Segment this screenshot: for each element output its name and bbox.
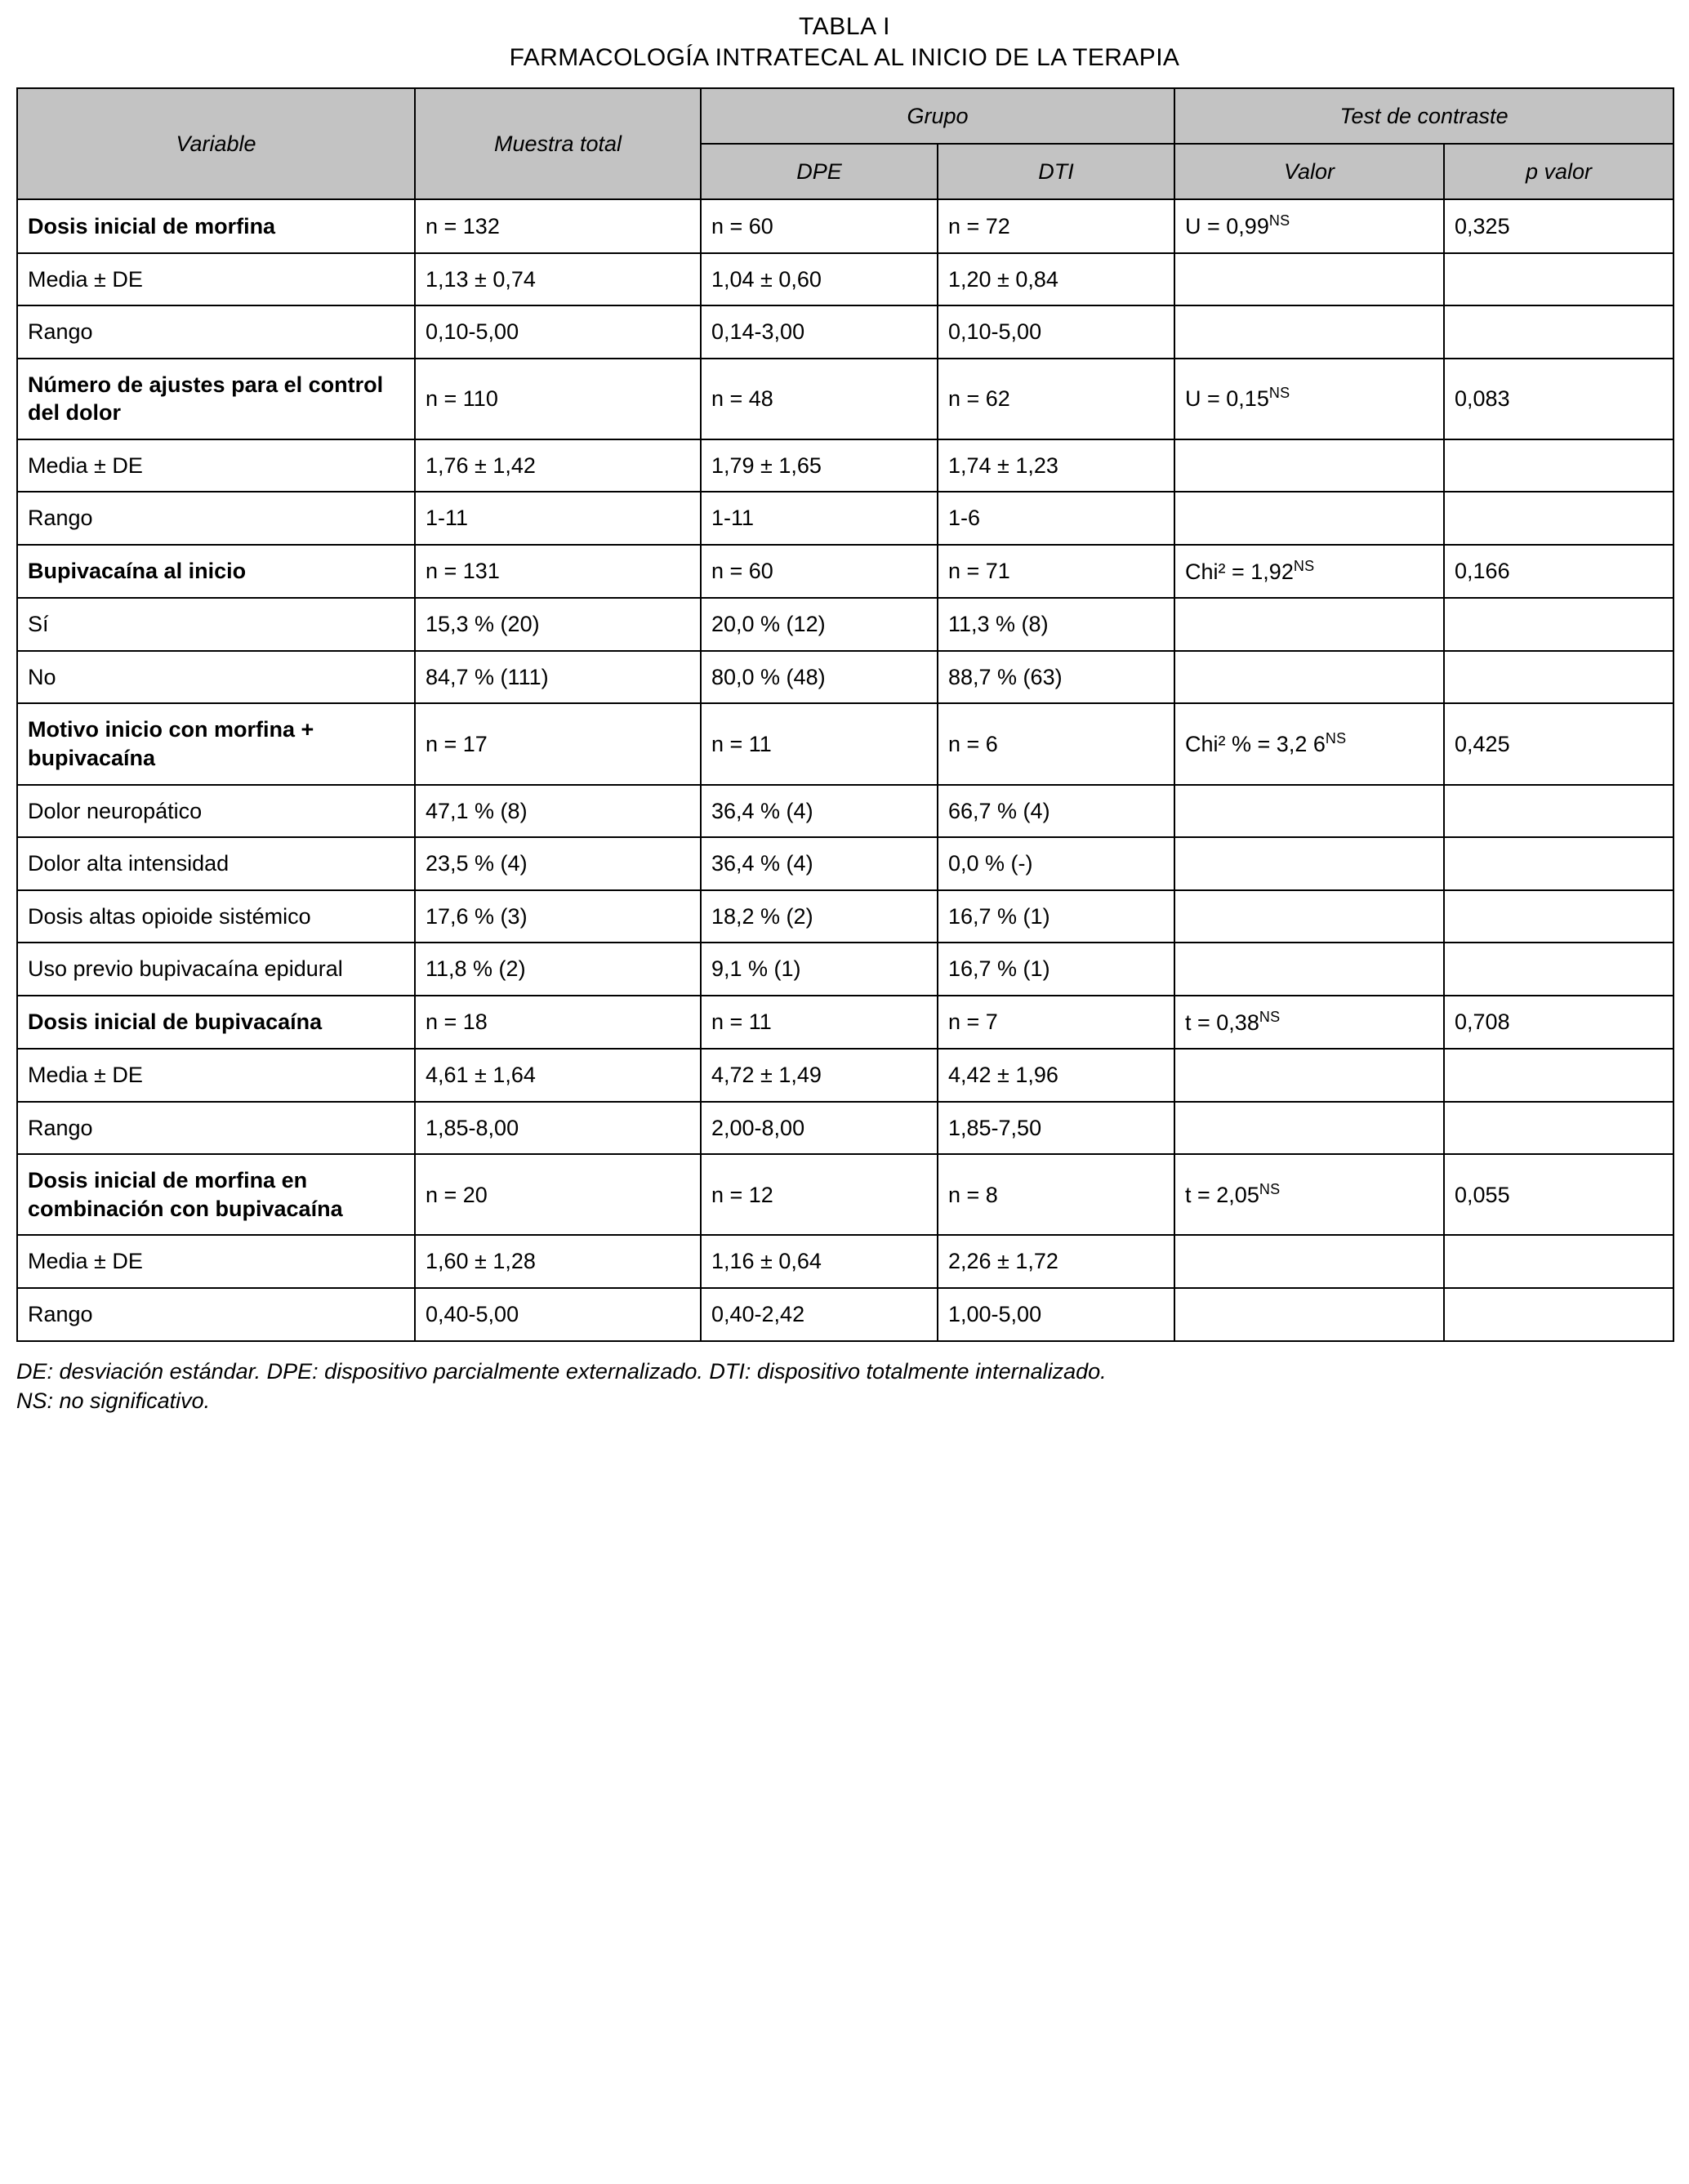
test-statistic: t = 0,38	[1185, 1010, 1259, 1035]
cell-dpe: 36,4 % (4)	[701, 785, 938, 838]
cell-dti: 2,26 ± 1,72	[938, 1235, 1174, 1288]
cell-dpe: n = 48	[701, 359, 938, 439]
cell-dpe: 4,72 ± 1,49	[701, 1049, 938, 1102]
cell-p-valor	[1444, 785, 1673, 838]
cell-muestra-total: n = 131	[415, 545, 701, 599]
table-row	[17, 837, 1673, 890]
cell-dti: 4,42 ± 1,96	[938, 1049, 1174, 1102]
table-row	[17, 199, 1673, 253]
table-head	[17, 88, 1673, 199]
row-label: Rango	[17, 1102, 415, 1155]
cell-p-valor	[1444, 1288, 1673, 1341]
cell-p-valor	[1444, 598, 1673, 651]
cell-test-valor	[1174, 199, 1444, 253]
table-row	[17, 545, 1673, 599]
cell-dpe: n = 12	[701, 1154, 938, 1235]
cell-dpe: 20,0 % (12)	[701, 598, 938, 651]
row-label: Dosis inicial de morfina	[17, 199, 415, 253]
cell-p-valor	[1444, 1235, 1673, 1288]
cell-test-valor	[1174, 785, 1444, 838]
cell-test-valor	[1174, 651, 1444, 704]
cell-dpe: n = 11	[701, 996, 938, 1050]
table-row	[17, 943, 1673, 996]
cell-test-valor	[1174, 1235, 1444, 1288]
cell-p-valor	[1444, 492, 1673, 545]
cell-dpe: 9,1 % (1)	[701, 943, 938, 996]
significance-marker: NS	[1259, 1008, 1281, 1025]
header-grupo: Grupo	[701, 88, 1174, 144]
row-label: Uso previo bupivacaína epidural	[17, 943, 415, 996]
table-row	[17, 1235, 1673, 1288]
row-label: Dosis inicial de morfina en combinación con bupivacaína	[17, 1154, 415, 1235]
cell-test-valor	[1174, 943, 1444, 996]
cell-p-valor	[1444, 837, 1673, 890]
table-header-row-1	[17, 88, 1673, 144]
cell-dti: 11,3 % (8)	[938, 598, 1174, 651]
cell-test-valor	[1174, 890, 1444, 943]
row-label: Media ± DE	[17, 1049, 415, 1102]
cell-dti: n = 62	[938, 359, 1174, 439]
header-dpe: DPE	[701, 144, 938, 199]
cell-muestra-total: n = 18	[415, 996, 701, 1050]
significance-marker: NS	[1259, 1181, 1281, 1198]
table-row	[17, 651, 1673, 704]
cell-p-valor	[1444, 1102, 1673, 1155]
table-row	[17, 598, 1673, 651]
cell-test-valor	[1174, 1102, 1444, 1155]
cell-muestra-total: 15,3 % (20)	[415, 598, 701, 651]
row-label: Media ± DE	[17, 253, 415, 306]
header-dti: DTI	[938, 144, 1174, 199]
row-label: Media ± DE	[17, 439, 415, 493]
table-row	[17, 359, 1673, 439]
header-muestra-total: Muestra total	[415, 88, 701, 199]
cell-test-valor	[1174, 598, 1444, 651]
cell-p-valor	[1444, 253, 1673, 306]
cell-muestra-total: 11,8 % (2)	[415, 943, 701, 996]
cell-dti: 1,00-5,00	[938, 1288, 1174, 1341]
cell-muestra-total: 1,60 ± 1,28	[415, 1235, 701, 1288]
cell-test-valor	[1174, 1154, 1444, 1235]
table-row	[17, 439, 1673, 493]
test-statistic: U = 0,99	[1185, 214, 1269, 238]
cell-dti: 0,10-5,00	[938, 305, 1174, 359]
cell-dpe: n = 60	[701, 199, 938, 253]
header-p-valor: p valor	[1444, 144, 1673, 199]
cell-test-valor	[1174, 1288, 1444, 1341]
cell-test-valor	[1174, 359, 1444, 439]
cell-test-valor	[1174, 545, 1444, 599]
table-row	[17, 1288, 1673, 1341]
row-label: Dolor alta intensidad	[17, 837, 415, 890]
cell-p-valor: 0,083	[1444, 359, 1673, 439]
cell-dpe: n = 11	[701, 703, 938, 784]
cell-dti: n = 71	[938, 545, 1174, 599]
cell-dti: 0,0 % (-)	[938, 837, 1174, 890]
row-label: Sí	[17, 598, 415, 651]
significance-marker: NS	[1268, 385, 1290, 402]
cell-p-valor	[1444, 305, 1673, 359]
cell-muestra-total: 4,61 ± 1,64	[415, 1049, 701, 1102]
cell-dpe: 1-11	[701, 492, 938, 545]
cell-test-valor	[1174, 1049, 1444, 1102]
cell-muestra-total: 1-11	[415, 492, 701, 545]
cell-p-valor	[1444, 890, 1673, 943]
cell-dti: 1-6	[938, 492, 1174, 545]
cell-dti: n = 6	[938, 703, 1174, 784]
table-row	[17, 1102, 1673, 1155]
cell-muestra-total: 23,5 % (4)	[415, 837, 701, 890]
row-label: Media ± DE	[17, 1235, 415, 1288]
significance-marker: NS	[1293, 557, 1315, 574]
header-valor: Valor	[1174, 144, 1444, 199]
cell-dpe: n = 60	[701, 545, 938, 599]
cell-test-valor	[1174, 439, 1444, 493]
table-row	[17, 996, 1673, 1050]
cell-dpe: 36,4 % (4)	[701, 837, 938, 890]
table-row	[17, 785, 1673, 838]
table-row	[17, 1154, 1673, 1235]
row-label: Rango	[17, 1288, 415, 1341]
table-row	[17, 305, 1673, 359]
cell-muestra-total: 0,10-5,00	[415, 305, 701, 359]
cell-dti: n = 8	[938, 1154, 1174, 1235]
table-body	[17, 199, 1673, 1341]
cell-dti: 16,7 % (1)	[938, 890, 1174, 943]
cell-dpe: 2,00-8,00	[701, 1102, 938, 1155]
table-footnote	[16, 1357, 1673, 1416]
header-variable: Variable	[17, 88, 415, 199]
cell-test-valor	[1174, 492, 1444, 545]
cell-muestra-total: 84,7 % (111)	[415, 651, 701, 704]
cell-muestra-total: 1,13 ± 0,74	[415, 253, 701, 306]
row-label: Rango	[17, 305, 415, 359]
cell-p-valor: 0,166	[1444, 545, 1673, 599]
header-test-contraste: Test de contraste	[1174, 88, 1673, 144]
cell-muestra-total: n = 132	[415, 199, 701, 253]
cell-dpe: 1,04 ± 0,60	[701, 253, 938, 306]
cell-p-valor	[1444, 1049, 1673, 1102]
cell-dti: n = 72	[938, 199, 1174, 253]
cell-test-valor	[1174, 837, 1444, 890]
table-row	[17, 703, 1673, 784]
row-label: Dosis inicial de bupivacaína	[17, 996, 415, 1050]
row-label: Número de ajustes para el control del dolor	[17, 359, 415, 439]
cell-test-valor	[1174, 996, 1444, 1050]
cell-dti: 16,7 % (1)	[938, 943, 1174, 996]
cell-p-valor	[1444, 651, 1673, 704]
significance-marker: NS	[1268, 212, 1290, 229]
cell-dti: 66,7 % (4)	[938, 785, 1174, 838]
cell-p-valor: 0,425	[1444, 703, 1673, 784]
cell-test-valor	[1174, 703, 1444, 784]
table-row	[17, 492, 1673, 545]
cell-muestra-total: 1,76 ± 1,42	[415, 439, 701, 493]
cell-muestra-total: n = 17	[415, 703, 701, 784]
table-row	[17, 253, 1673, 306]
cell-test-valor	[1174, 253, 1444, 306]
test-statistic: Chi² = 1,92	[1185, 559, 1294, 584]
cell-dpe: 80,0 % (48)	[701, 651, 938, 704]
cell-muestra-total: 1,85-8,00	[415, 1102, 701, 1155]
cell-p-valor	[1444, 943, 1673, 996]
cell-dti: 1,20 ± 0,84	[938, 253, 1174, 306]
cell-muestra-total: n = 20	[415, 1154, 701, 1235]
test-statistic: U = 0,15	[1185, 386, 1269, 412]
footnote-line-2: NS: no significativo.	[16, 1388, 211, 1414]
significance-marker: NS	[1325, 730, 1347, 747]
row-label: Rango	[17, 492, 415, 545]
test-statistic: Chi² % = 3,2 6	[1185, 732, 1326, 757]
cell-dpe: 0,14-3,00	[701, 305, 938, 359]
row-label: Dolor neuropático	[17, 785, 415, 838]
cell-dti: 88,7 % (63)	[938, 651, 1174, 704]
cell-dpe: 0,40-2,42	[701, 1288, 938, 1341]
cell-dti: 1,74 ± 1,23	[938, 439, 1174, 493]
row-label: Bupivacaína al inicio	[17, 545, 415, 599]
cell-test-valor	[1174, 305, 1444, 359]
table-title-number: TABLA I	[798, 13, 891, 40]
cell-dti: n = 7	[938, 996, 1174, 1050]
table-row	[17, 890, 1673, 943]
cell-dpe: 1,16 ± 0,64	[701, 1235, 938, 1288]
cell-dti: 1,85-7,50	[938, 1102, 1174, 1155]
row-label: No	[17, 651, 415, 704]
cell-dpe: 18,2 % (2)	[701, 890, 938, 943]
row-label: Motivo inicio con morfina + bupivacaína	[17, 703, 415, 784]
table-title-text: FARMACOLOGÍA INTRATECAL AL INICIO DE LA TERAPIA	[509, 43, 1180, 71]
cell-p-valor: 0,055	[1444, 1154, 1673, 1235]
cell-muestra-total: n = 110	[415, 359, 701, 439]
cell-p-valor: 0,708	[1444, 996, 1673, 1050]
cell-muestra-total: 17,6 % (3)	[415, 890, 701, 943]
table-title	[16, 11, 1673, 73]
cell-p-valor: 0,325	[1444, 199, 1673, 253]
pharmacology-table	[16, 87, 1674, 1342]
cell-muestra-total: 0,40-5,00	[415, 1288, 701, 1341]
footnote-line-1: DE: desviación estándar. DPE: dispositivo parcialmente externalizado. DTI: dispositivo totalmente internalizado.	[16, 1358, 1107, 1384]
cell-dpe: 1,79 ± 1,65	[701, 439, 938, 493]
cell-p-valor	[1444, 439, 1673, 493]
cell-muestra-total: 47,1 % (8)	[415, 785, 701, 838]
table-row	[17, 1049, 1673, 1102]
test-statistic: t = 2,05	[1185, 1183, 1259, 1208]
row-label: Dosis altas opioide sistémico	[17, 890, 415, 943]
